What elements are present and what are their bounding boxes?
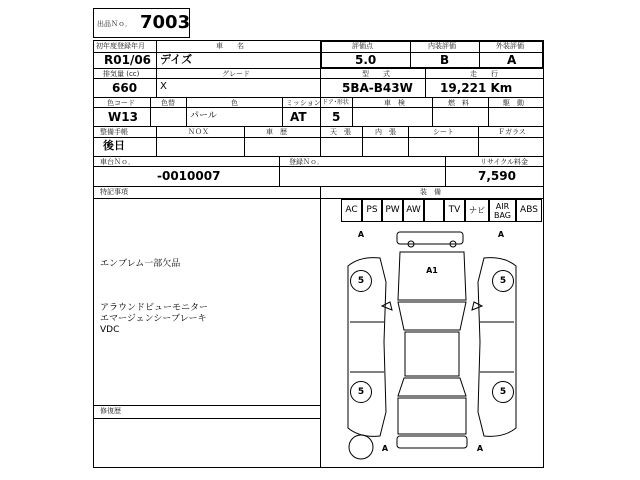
exterior-grade-label: 外装評価 <box>496 42 524 50</box>
front-bumper <box>397 232 463 244</box>
rule <box>478 126 479 156</box>
equipment-tv: TV <box>444 199 465 222</box>
rear-window <box>398 378 466 396</box>
rule <box>93 97 544 98</box>
rear-bumper <box>397 436 467 448</box>
color-label: 色 <box>231 99 238 107</box>
rule <box>93 186 544 187</box>
equipment-blank <box>424 199 444 222</box>
mileage-value: 19,221 Km <box>440 81 513 95</box>
mission-label: ミッション <box>286 99 321 107</box>
rule <box>320 68 321 97</box>
car-diagram <box>320 222 544 468</box>
seat-label: シート <box>433 128 454 136</box>
equipment-ac: AC <box>341 199 362 222</box>
lot-number: 7003 <box>140 12 191 33</box>
rule <box>432 97 433 126</box>
rule <box>156 126 157 156</box>
interior-grade-value: B <box>440 53 450 67</box>
rule <box>425 68 426 97</box>
rule <box>93 126 544 127</box>
tire-front-left: 5 <box>350 270 372 292</box>
rule <box>279 156 280 186</box>
rule <box>320 126 321 156</box>
equipment-pw: PW <box>382 199 403 222</box>
chassis-label: 車台Ｎｏ． <box>100 158 135 166</box>
equipment-abs: ABS <box>516 199 542 222</box>
manual-label: 整備手帳 <box>100 128 128 136</box>
equipment-label: 装 備 <box>420 188 441 196</box>
tire-rear-right: 5 <box>492 381 514 403</box>
score-value: 5.0 <box>355 53 377 67</box>
roof-label: 天 張 <box>330 128 351 136</box>
rule <box>282 97 283 126</box>
grade-rear-right: A <box>476 444 484 453</box>
lot-box <box>93 8 190 38</box>
name-label: 車 名 <box>216 42 244 50</box>
rule <box>93 156 544 157</box>
rule <box>488 97 489 126</box>
equipment-navi: ナビ <box>465 199 489 222</box>
door-value: 5 <box>332 110 341 124</box>
exterior-grade-value: A <box>507 53 517 67</box>
fuel-label: 燃 料 <box>448 99 469 107</box>
equipment-ps: PS <box>362 199 382 222</box>
lot-label: 出品Ｎｏ． <box>97 20 132 28</box>
right-mirror <box>472 302 482 310</box>
rule <box>244 126 245 156</box>
remark-line: エマージェンシーブレーキ <box>100 314 207 324</box>
grade-front-left: A <box>357 230 365 239</box>
rule <box>93 78 544 79</box>
displacement-label: 排気量 (cc) <box>103 70 140 78</box>
remark-line: アラウンドビューモニター <box>100 303 209 313</box>
rule <box>93 107 544 108</box>
grade-label: グレード <box>222 70 250 78</box>
remark-line: エンブレム一部欠品 <box>100 259 181 269</box>
tire-rear-left: 5 <box>350 381 372 403</box>
rule <box>93 137 544 138</box>
rule <box>150 97 151 126</box>
remark-line: VDC <box>100 325 120 335</box>
rule <box>186 97 187 126</box>
repair-history-label: 修復歴 <box>100 407 121 415</box>
year-value: R01/06 <box>104 53 152 67</box>
color-code-label: 色コード <box>107 99 135 107</box>
color-change-label: 色替 <box>161 99 175 107</box>
manual-value: 後日 <box>103 139 125 152</box>
rule <box>408 126 409 156</box>
year-label: 初年度登録年月 <box>96 42 145 50</box>
name-value: デイズ <box>160 53 193 66</box>
grade-hood: A1 <box>426 266 438 275</box>
grade-front-right: A <box>497 230 505 239</box>
interior-grade-label: 内装評価 <box>428 42 456 50</box>
spare-tire <box>349 435 373 459</box>
mission-value: AT <box>290 110 307 124</box>
rule <box>93 418 320 419</box>
rule <box>362 126 363 156</box>
model-value: 5BA-B43W <box>342 81 413 95</box>
history-label: 車 歴 <box>266 128 287 136</box>
drive-label: 駆 動 <box>503 99 524 107</box>
nox-label: ＮＯＸ <box>188 128 209 136</box>
color-value: パール <box>190 111 217 121</box>
score-label: 評価点 <box>352 42 373 50</box>
mileage-label: 走 行 <box>470 70 498 78</box>
door-label: ドア･形状 <box>322 99 349 106</box>
rule <box>156 68 157 97</box>
rule <box>93 166 544 167</box>
recycle-value: 7,590 <box>478 169 516 183</box>
vehicle-inspection-label: 車 検 <box>384 99 405 107</box>
recycle-label: リサイクル料金 <box>480 158 529 166</box>
displacement-value: 660 <box>112 81 138 95</box>
rule <box>352 97 353 126</box>
rule <box>93 405 320 406</box>
grade-rear-left: A <box>381 444 389 453</box>
hood-panel <box>398 252 466 300</box>
model-label: 型 式 <box>362 70 390 78</box>
rule <box>156 40 157 68</box>
registration-label: 登録Ｎｏ． <box>289 158 324 166</box>
left-mirror <box>382 302 392 310</box>
windshield <box>398 302 466 330</box>
trunk-panel <box>398 398 466 434</box>
glass-label: Ｆガラス <box>498 128 526 136</box>
inner-lining-label: 内 張 <box>375 128 396 136</box>
tire-front-right: 5 <box>492 270 514 292</box>
remarks-label: 特記事項 <box>100 188 128 196</box>
rule <box>445 156 446 186</box>
equipment-airbag: AIR BAG <box>489 199 516 222</box>
chassis-value: -0010007 <box>157 169 221 183</box>
color-code-value: W13 <box>108 110 138 124</box>
equipment-aw: AW <box>403 199 424 222</box>
roof-panel <box>405 332 459 376</box>
grade-value: X <box>160 81 167 92</box>
